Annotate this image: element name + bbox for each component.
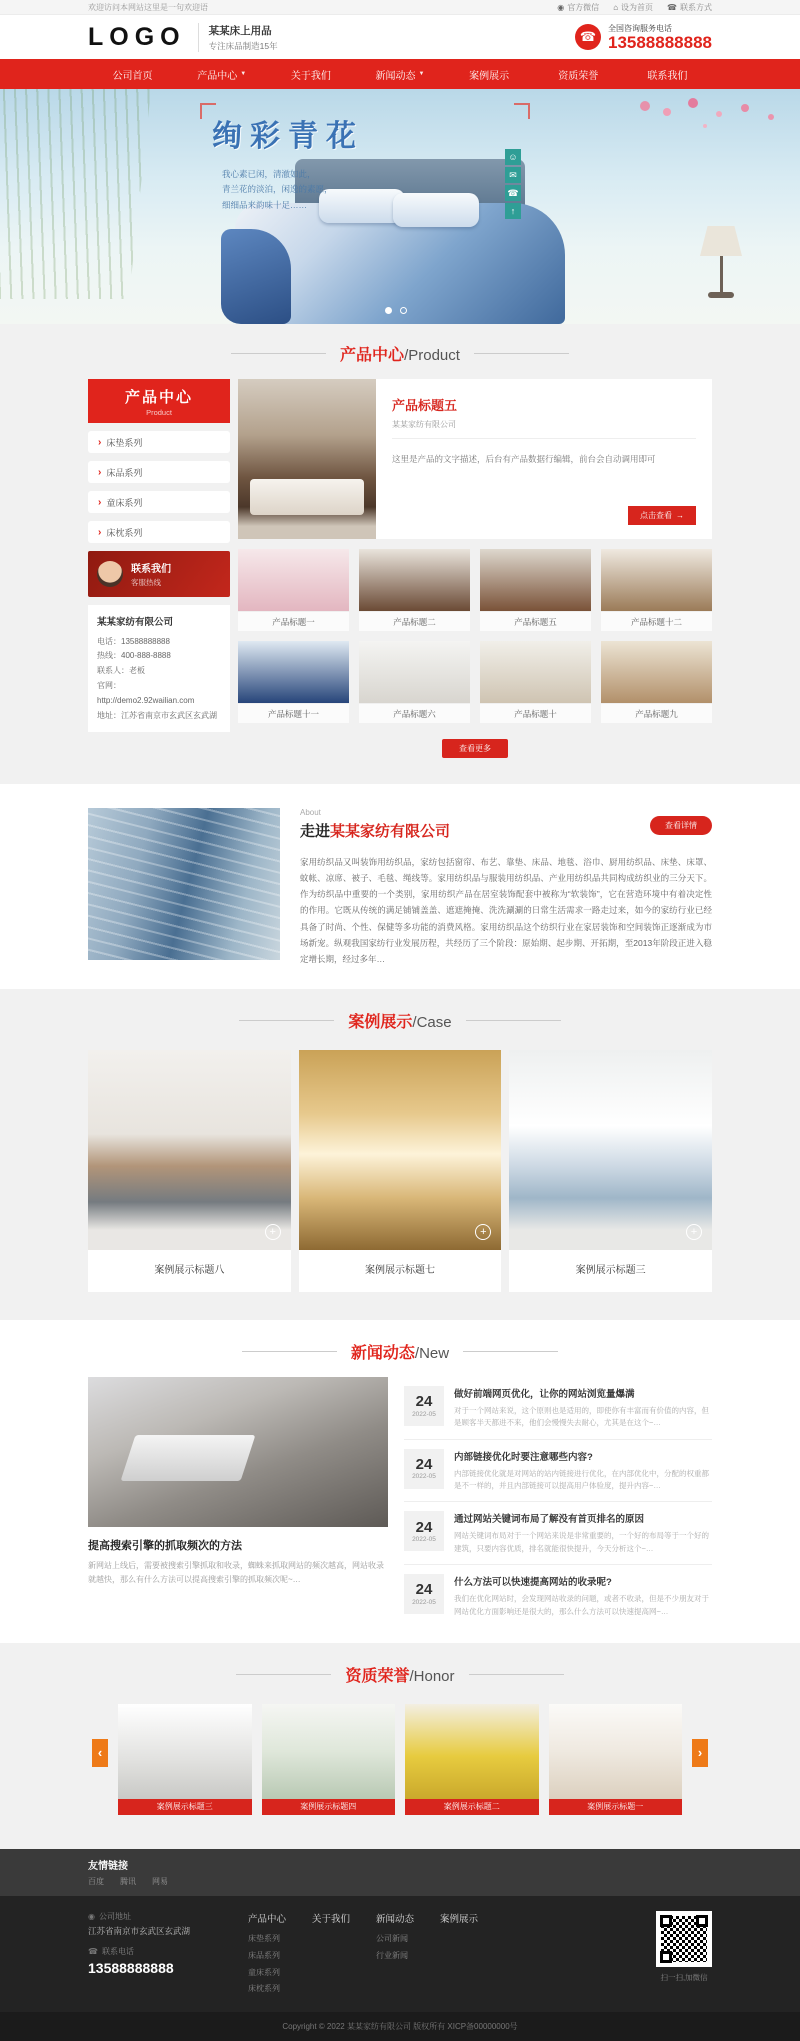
about-label: About <box>300 808 321 817</box>
news-item[interactable] <box>404 1377 712 1440</box>
case-card[interactable] <box>299 1050 502 1292</box>
footer-link[interactable]: 床垫系列 <box>248 1933 280 1943</box>
divider-line <box>236 1674 331 1675</box>
news-date <box>404 1386 444 1426</box>
topbar-link-contact[interactable] <box>667 2 712 13</box>
case-section-title <box>88 1009 712 1032</box>
sidebar-category-mattress[interactable] <box>88 431 230 453</box>
nav-label: 公司首页 <box>112 70 153 82</box>
topbar-link-label: 官方微信 <box>567 2 600 12</box>
product-label: 产品标题二 <box>359 611 470 631</box>
section-title-en: /Product <box>404 347 460 364</box>
news-item[interactable] <box>404 1502 712 1565</box>
brand-line2: 专注床品制造15年 <box>208 40 278 51</box>
footer-link[interactable]: 童床系列 <box>248 1967 280 1977</box>
topbar-link-label: 设为首页 <box>621 2 654 12</box>
product-card[interactable] <box>601 549 712 631</box>
divider-line <box>466 1020 561 1021</box>
carousel-next-button[interactable]: › <box>692 1739 708 1767</box>
nav-label: 产品中心 <box>197 70 238 82</box>
news-yearmonth: 2022-05 <box>412 1473 436 1481</box>
footer-contact <box>88 1911 220 1998</box>
about-section <box>0 784 800 989</box>
news-title: 通过网站关键词布局了解没有首页排名的原因 <box>454 1514 645 1526</box>
back-to-top-icon[interactable]: ↑ <box>505 203 521 219</box>
case-card[interactable] <box>88 1050 291 1292</box>
blossom-decoration <box>640 101 650 111</box>
product-card[interactable] <box>359 641 470 723</box>
friend-links-bar <box>0 1849 800 1896</box>
chevron-down-icon: ▼ <box>240 71 247 77</box>
news-day: 24 <box>415 1518 433 1536</box>
divider-line <box>242 1351 337 1352</box>
topbar-link-label: 联系方式 <box>680 2 712 12</box>
info-address: 地址：江苏省南京市玄武区玄武湖 <box>97 710 217 720</box>
product-grid <box>238 549 712 723</box>
carousel-dots <box>385 307 407 314</box>
product-label: 产品标题九 <box>601 703 712 723</box>
divider-line <box>469 1674 564 1675</box>
qr-code-image <box>656 1911 712 1967</box>
product-label: 产品标题十二 <box>601 611 712 631</box>
news-desc: 对于一个网站来说，这个原则也是适用的，即使你有丰富而有价值的内容，但是顾客半天都进不来，他们会慢慢失去耐心，尤其是在这个~… <box>454 1405 709 1428</box>
phone-label: 联系电话 <box>101 1946 134 1956</box>
banner-text <box>212 111 512 213</box>
case-label: 案例展示标题八 <box>154 1264 225 1276</box>
honor-image <box>118 1704 252 1799</box>
online-service-widget <box>505 149 521 219</box>
featured-product-subtitle: 某某家纺有限公司 <box>392 419 696 439</box>
section-title-en: /Honor <box>409 1667 455 1685</box>
nav-label: 资质荣誉 <box>558 70 599 82</box>
divider-line <box>239 1020 334 1021</box>
phone-icon: ☎ <box>88 1946 98 1956</box>
news-item[interactable] <box>404 1440 712 1503</box>
banner-line3: 细细品来韵味十足…… <box>222 199 308 210</box>
nav-label: 案例展示 <box>469 70 510 82</box>
news-yearmonth: 2022-05 <box>412 1536 436 1544</box>
footer-link[interactable]: 床枕系列 <box>248 1984 280 1994</box>
product-sidebar <box>88 379 230 732</box>
qq-service-icon[interactable]: ☺ <box>505 149 521 165</box>
caret-icon: › <box>98 436 102 448</box>
product-image <box>238 641 349 703</box>
footer-column-title[interactable]: 关于我们 <box>312 1913 351 1925</box>
featured-news-desc: 新网站上线后，需要被搜索引擎抓取和收录，蜘蛛来抓取网站的频次越高，网站收录就越快，那么有什么方法可以提高搜索引擎的抓取频次呢~… <box>88 1560 384 1584</box>
topbar <box>0 0 800 15</box>
nav-label: 联系我们 <box>647 70 688 82</box>
section-title-cn: 资质荣誉 <box>345 1667 410 1685</box>
case-card[interactable] <box>509 1050 712 1292</box>
news-day: 24 <box>415 1455 433 1473</box>
info-contact-person: 联系人：老板 <box>97 666 145 676</box>
logo[interactable]: LOGO <box>88 22 186 51</box>
product-card[interactable] <box>238 549 349 631</box>
carousel-dot[interactable] <box>385 307 392 314</box>
news-yearmonth: 2022-05 <box>412 1598 436 1606</box>
sidebar-header <box>88 379 230 423</box>
news-item[interactable] <box>404 1565 712 1627</box>
honor-image <box>405 1704 539 1799</box>
wechat-icon: ◉ <box>557 2 565 12</box>
category-label: 床品系列 <box>106 467 143 478</box>
sidebar-category-pillow[interactable] <box>88 521 230 543</box>
footer-qrcode <box>656 1911 712 1998</box>
footer-link[interactable]: 行业新闻 <box>376 1950 409 1960</box>
phone-icon: ☎ <box>667 2 677 12</box>
footer-column-title[interactable]: 案例展示 <box>440 1913 479 1925</box>
divider-line <box>474 353 569 354</box>
product-card[interactable] <box>601 641 712 723</box>
nav-label: 关于我们 <box>290 70 331 82</box>
copyright-text: Copyright © 2022 某某家纺有限公司 版权所有 XICP备00000000号 <box>282 2022 518 2032</box>
button-label: 点击查看 <box>640 511 672 520</box>
featured-product-desc: 这里是产品的文字描述，后台有产品数据行编辑，前台会自动调用即可 <box>392 454 656 464</box>
news-date <box>404 1511 444 1551</box>
footer-column-cases <box>440 1911 478 1998</box>
footer-column-about <box>312 1911 350 1998</box>
news-desc: 网站关键词布局对于一个网站来说是非常重要的，一个好的布局等于一个好的建筑，只要内容优质，排名就能很快提升，今天分析这个~… <box>454 1531 709 1553</box>
hero-banner[interactable] <box>0 89 800 324</box>
arrow-right-icon: → <box>676 511 684 520</box>
news-date <box>404 1449 444 1489</box>
section-title-cn: 案例展示 <box>348 1013 413 1031</box>
case-image <box>509 1050 712 1250</box>
friend-link[interactable]: 腾讯 <box>120 1876 136 1886</box>
case-label: 案例展示标题三 <box>575 1264 646 1276</box>
banner-line2: 青兰花的淡泊，闲逸的素愿， <box>222 184 333 195</box>
company-name: 某某家纺有限公司 <box>97 617 174 628</box>
sidebar-header-cn: 产品中心 <box>124 389 193 406</box>
honor-image <box>262 1704 396 1799</box>
about-heading-company: 某某家纺有限公司 <box>330 823 451 840</box>
honor-label: 案例展示标题四 <box>262 1799 396 1815</box>
friend-link[interactable]: 网易 <box>152 1876 168 1886</box>
honor-section-title <box>88 1663 712 1686</box>
footer-nav-columns <box>248 1911 478 1998</box>
contact-title: 联系我们 <box>131 564 171 575</box>
product-image <box>601 641 712 703</box>
caret-icon: › <box>98 526 102 538</box>
hotline-label: 全国咨询服务电话 <box>607 23 672 33</box>
product-label: 产品标题十 <box>480 703 591 723</box>
chevron-down-icon: ▼ <box>418 71 425 77</box>
featured-news-title: 提高搜索引擎的抓取频次的方法 <box>88 1539 242 1552</box>
info-phone: 电话：13588888888 <box>97 636 170 646</box>
nav-item-honor[interactable] <box>534 59 623 89</box>
sidebar-category-bedding[interactable] <box>88 461 230 483</box>
nav-label: 新闻动态 <box>375 70 416 82</box>
news-title: 做好前端网页优化，让你的网站浏览量爆满 <box>454 1388 635 1400</box>
home-icon: ⌂ <box>613 2 619 12</box>
honor-label: 案例展示标题三 <box>118 1799 252 1815</box>
featured-product <box>238 379 712 539</box>
header <box>0 15 800 59</box>
news-day: 24 <box>415 1393 433 1411</box>
category-label: 童床系列 <box>106 497 143 508</box>
carousel-prev-button[interactable]: ‹ <box>92 1739 108 1767</box>
section-title-cn: 新闻动态 <box>350 1344 415 1362</box>
phone-circle-icon: ☎ <box>575 24 601 50</box>
friend-links <box>88 1876 712 1887</box>
topbar-link-homepage[interactable] <box>613 2 653 13</box>
view-more-button[interactable]: 查看更多 <box>442 739 508 758</box>
lamp-decoration <box>700 226 742 306</box>
product-card[interactable] <box>359 549 470 631</box>
category-label: 床枕系列 <box>106 527 143 538</box>
section-title-en: /New <box>414 1344 450 1362</box>
honor-card[interactable] <box>549 1704 683 1815</box>
case-image <box>88 1050 291 1250</box>
case-label: 案例展示标题七 <box>365 1264 435 1276</box>
product-section-title <box>88 342 712 365</box>
news-desc: 我们在优化网站时，会发现网站收录的问题，或者不收录，但是不少朋友对于网站优化方面影响还是很大的，那么什么方法可以快速提高网~… <box>454 1594 709 1616</box>
nav-item-cases[interactable] <box>445 59 534 89</box>
nav-item-contact[interactable] <box>623 59 712 89</box>
info-website-label: 官网： <box>97 680 121 690</box>
featured-news[interactable] <box>88 1377 388 1627</box>
footer-column-title[interactable]: 产品中心 <box>248 1913 287 1925</box>
section-title-cn: 产品中心 <box>340 347 405 364</box>
featured-product-image[interactable] <box>238 379 376 539</box>
product-label: 产品标题六 <box>359 703 470 723</box>
honor-label: 案例展示标题一 <box>549 1799 683 1815</box>
divider-line <box>463 1351 558 1352</box>
news-yearmonth: 2022-05 <box>412 1410 436 1418</box>
product-image <box>480 549 591 611</box>
news-day: 24 <box>415 1581 433 1599</box>
case-section <box>0 989 800 1320</box>
honor-card[interactable] <box>405 1704 539 1815</box>
news-title: 内部链接优化时要注意哪些内容? <box>454 1451 593 1463</box>
news-title: 什么方法可以快速提高网站的收录呢? <box>454 1577 612 1589</box>
customer-service-avatar <box>97 561 123 587</box>
product-card[interactable] <box>238 641 349 723</box>
honor-card[interactable] <box>118 1704 252 1815</box>
hotline-number: 13588888888 <box>607 32 712 52</box>
info-hotline: 热线：400-888-8888 <box>97 651 171 661</box>
view-product-button[interactable] <box>628 506 696 525</box>
topbar-link-wechat[interactable] <box>557 2 599 13</box>
footer-link[interactable]: 床品系列 <box>248 1950 280 1960</box>
qr-caption: 扫一扫,加微信 <box>660 1972 708 1982</box>
featured-news-image <box>88 1377 388 1527</box>
plus-icon: + <box>475 1224 491 1240</box>
about-paragraph: 家用纺织品又叫装饰用纺织品，家纺包括窗帘、布艺、靠垫、床品、地毯、浴巾、厨用纺织品、床垫、床罩、蚊帐、凉席、被子、毛毯、绳线等。家用纺织品与服装用纺织品、产业用纺织品共同构成纺织业的三分天下。作为纺织品中重要的一个类别，家用纺织产品在居室装饰配套中被称为“软装饰”，它在营造环境中有着决定性的作用。它既从传统的满足铺铺盖盖、遮遮掩掩、洗洗涮涮的日常生活需求一路走过来，如今的家纺行业已经具备了时尚、个性、保健等多功能的消费风格。家用纺织品这个纺织行业在家居装饰和空间装饰正逐渐成为市场新宠。纵观我国家纺行业发展历程，共经历了三个阶段：原始期、起步期、开拓期，至2013年阶段正进入稳定增长期，经过多年… <box>300 857 712 964</box>
news-section <box>0 1320 800 1643</box>
product-card[interactable] <box>480 641 591 723</box>
product-label: 产品标题一 <box>238 611 349 631</box>
category-label: 床垫系列 <box>106 437 143 448</box>
case-image <box>299 1050 502 1250</box>
divider-line <box>231 353 326 354</box>
product-image <box>238 549 349 611</box>
topbar-links <box>557 2 712 13</box>
honor-card[interactable] <box>262 1704 396 1815</box>
phone-service-icon[interactable]: ☎ <box>505 185 521 201</box>
product-label: 产品标题五 <box>480 611 591 631</box>
bed-drape <box>221 229 291 324</box>
location-icon: ◉ <box>88 1911 95 1921</box>
brand-slogan <box>198 23 278 52</box>
willow-decoration <box>0 89 151 299</box>
message-icon[interactable]: ✉ <box>505 167 521 183</box>
nav-item-home[interactable] <box>88 59 177 89</box>
caret-icon: › <box>98 496 102 508</box>
welcome-text: 欢迎访问本网站这里是一句欢迎语 <box>88 2 208 12</box>
nav-item-products[interactable] <box>177 59 266 89</box>
main-nav <box>0 59 800 89</box>
sidebar-header-en: Product <box>146 408 172 417</box>
honor-label: 案例展示标题二 <box>405 1799 539 1815</box>
contact-subtitle: 客服热线 <box>131 578 161 587</box>
product-label: 产品标题十一 <box>238 703 349 723</box>
news-desc: 内部链接优化就是对网站的站内链接进行优化，在内部优化中，分配的权重都是不一样的，并且内部链接可以提高用户体验度，提升内容~… <box>454 1468 709 1491</box>
product-image <box>480 641 591 703</box>
plus-icon: + <box>265 1224 281 1240</box>
news-section-title <box>88 1340 712 1363</box>
copyright-bar <box>0 2012 800 2041</box>
footer <box>0 1896 800 2012</box>
product-card[interactable] <box>480 549 591 631</box>
honor-image <box>549 1704 683 1799</box>
sidebar-contact-banner[interactable] <box>88 551 230 597</box>
sidebar-category-kidsbed[interactable] <box>88 491 230 513</box>
caret-icon: › <box>98 466 102 478</box>
info-website-url[interactable]: http://demo2.92wailian.com <box>97 695 195 705</box>
brand-line1: 某某床上用品 <box>208 24 272 37</box>
section-title-en: /Case <box>412 1013 452 1031</box>
footer-column-products <box>248 1911 286 1998</box>
about-detail-button[interactable]: 查看详情 <box>650 816 712 835</box>
nav-item-about[interactable] <box>266 59 355 89</box>
product-image <box>359 549 470 611</box>
product-image <box>601 549 712 611</box>
about-heading-prefix: 走进 <box>300 823 331 840</box>
company-building-image <box>88 808 280 960</box>
header-hotline <box>575 23 712 52</box>
footer-link[interactable]: 公司新闻 <box>376 1933 409 1943</box>
footer-column-title[interactable]: 新闻动态 <box>376 1913 415 1925</box>
carousel-dot[interactable] <box>400 307 407 314</box>
friend-link[interactable]: 百度 <box>88 1876 104 1886</box>
banner-title: 绚彩青花 <box>212 120 364 153</box>
address-label: 公司地址 <box>98 1911 131 1921</box>
news-list <box>404 1377 712 1627</box>
news-date <box>404 1574 444 1614</box>
product-image <box>359 641 470 703</box>
footer-phone-number: 13588888888 <box>88 1959 174 1976</box>
sidebar-company-info <box>88 605 230 732</box>
friend-links-title: 友情链接 <box>88 1860 128 1872</box>
banner-line1: 我心素已闲，清澈如此， <box>222 169 316 179</box>
nav-item-news[interactable] <box>355 59 444 89</box>
product-section <box>0 324 800 784</box>
plus-icon: + <box>686 1224 702 1240</box>
honor-section <box>0 1643 800 1849</box>
featured-product-title: 产品标题五 <box>392 398 458 413</box>
footer-column-news <box>376 1911 414 1998</box>
footer-address: 江苏省南京市玄武区玄武湖 <box>88 1925 191 1936</box>
